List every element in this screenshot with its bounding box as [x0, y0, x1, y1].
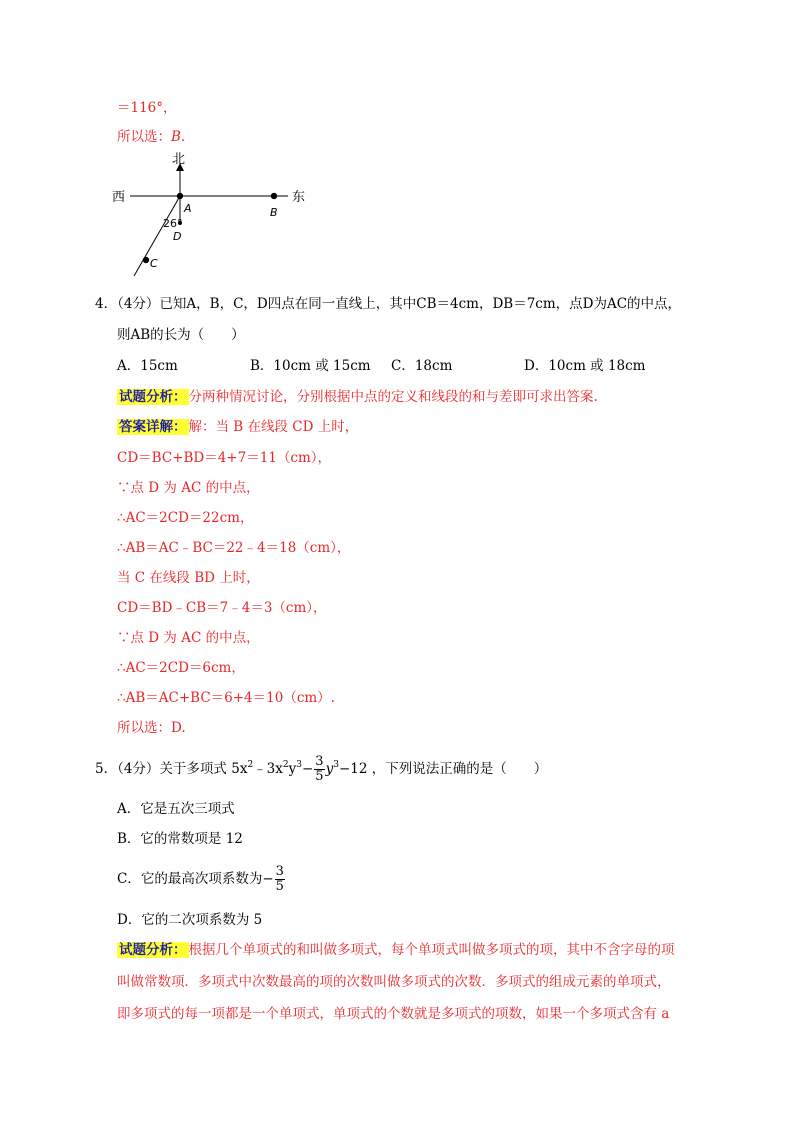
- q5-option-c-fraction: [275, 865, 285, 894]
- q4-detail-line: ∴AB＝AC+BC＝6+4＝10（cm）.: [117, 690, 335, 706]
- frac-num: 3: [275, 864, 284, 879]
- q4-detail-first: [117, 418, 358, 436]
- q4-stem-2: 则AB的长为（ ）: [117, 327, 245, 343]
- q5-option-c-text: C．它的最高次项系数为: [117, 871, 263, 887]
- q5-option-b: B．它的常数项是 12: [117, 831, 243, 847]
- q5-analysis-line-3: 即多项式的每一项都是一个单项式，单项式的个数就是多项式的项数，如果一个多项式含有 a: [117, 1006, 670, 1022]
- q4-analysis-label: 试题分析：: [119, 389, 187, 405]
- point-c-dot: [143, 257, 149, 263]
- label-d: D: [173, 230, 182, 243]
- top-line-2-suffix: .: [180, 129, 186, 145]
- point-b-dot: [271, 193, 277, 199]
- frac-den: 5: [315, 769, 324, 784]
- q5-stem-suffix: ，下列说法正确的是（ ）: [371, 761, 548, 777]
- q4-detail-line: ∵点 D 为 AC 的中点，: [117, 630, 260, 646]
- q4-detail-label: 答案详解：: [119, 419, 187, 435]
- q4-option-d: D．10cm 或 18cm: [524, 358, 646, 374]
- q5-points: （4分）: [117, 761, 160, 777]
- q5-option-c: [117, 862, 286, 896]
- q4-detail-line: CD＝BD﹣CB＝7﹣4＝3（cm），: [117, 600, 327, 616]
- q4-detail-line: CD＝BC+BD＝4+7＝11（cm），: [117, 450, 331, 466]
- poly-exp: 2: [247, 760, 254, 770]
- top-line-2-prefix: 所以选：: [117, 129, 171, 145]
- poly-term-a: 5x: [231, 761, 248, 777]
- label-a: A: [184, 202, 192, 215]
- q4-detail-line: ∴AC＝2CD＝6cm，: [117, 660, 245, 676]
- q5-analysis-line-2: 叫做常数项．多项式中次数最高的项的次数叫做多项式的次数．多项式的组成元素的单项式，: [117, 974, 671, 990]
- q4-option-a: A．15cm: [117, 358, 178, 374]
- q5-analysis-text: 根据几个单项式的和叫做多项式，每个单项式叫做多项式的项，其中不含字母的项: [188, 942, 675, 958]
- q4-detail-first-text: 解：当 B 在线段 CD 上时，: [188, 419, 359, 435]
- poly-term-b: ﹣3x: [253, 761, 283, 777]
- q4-stem-1: 已知A，B，C，D四点在同一直线上，其中CB＝4cm，DB＝7cm，点D为AC的中点，: [159, 296, 682, 312]
- q5-line-1: [95, 752, 547, 786]
- q4-analysis: [117, 388, 598, 406]
- q4-points: （4分）: [117, 296, 160, 312]
- q5-analysis-line-1: [117, 941, 675, 959]
- label-c: C: [150, 257, 158, 270]
- label-b: B: [270, 206, 278, 219]
- label-east: 东: [292, 190, 306, 205]
- compass-figure: [108, 150, 348, 280]
- q5-option-d: D．它的二次项系数为 5: [117, 912, 263, 928]
- poly-exp: 3: [333, 760, 339, 770]
- q4-number: 4．: [95, 296, 118, 312]
- poly-tail: −12: [338, 761, 368, 777]
- label-angle: 26°: [163, 217, 183, 230]
- q4-detail-line: ∴AB＝AC﹣BC＝22﹣4＝18（cm），: [117, 540, 351, 556]
- q4-option-b: B．10cm 或 15cm: [250, 358, 371, 374]
- frac-den: 5: [275, 879, 284, 894]
- label-north: 北: [172, 152, 186, 167]
- top-line-2: [117, 128, 185, 146]
- top-line-1: ＝116°，: [117, 100, 177, 116]
- q4-analysis-text: 分两种情况讨论，分别根据中点的定义和线段的和与差即可求出答案.: [188, 389, 598, 405]
- q4-option-c: C．18cm: [391, 358, 453, 374]
- frac-num: 3: [315, 754, 324, 769]
- point-a-dot: [177, 193, 183, 199]
- q5-analysis-label: 试题分析：: [119, 942, 187, 958]
- q5-option-a: A．它是五次三项式: [117, 801, 235, 817]
- q4-detail-line: ∵点 D 为 AC 的中点，: [117, 480, 260, 496]
- q5-stem-prefix: 关于多项式: [159, 761, 227, 777]
- poly-exp: 2: [282, 760, 289, 770]
- top-line-2-answer: B: [171, 129, 181, 145]
- q4-line-1: [95, 295, 681, 313]
- poly-exp: 3: [296, 760, 302, 770]
- poly-var: y: [288, 761, 297, 777]
- q4-detail-line: ∴AC＝2CD＝22cm，: [117, 510, 254, 526]
- poly-var: y: [325, 761, 334, 777]
- poly-fraction: [314, 755, 324, 784]
- label-west: 西: [112, 190, 126, 205]
- q5-number: 5．: [95, 761, 118, 777]
- q4-detail-line: 当 C 在线段 BD 上时，: [117, 570, 260, 586]
- q5-option-c-minus: −: [262, 871, 274, 887]
- poly-minus: −: [301, 761, 314, 777]
- q4-detail-line: 所以选：D.: [117, 720, 186, 736]
- q5-polynomial: [231, 754, 372, 784]
